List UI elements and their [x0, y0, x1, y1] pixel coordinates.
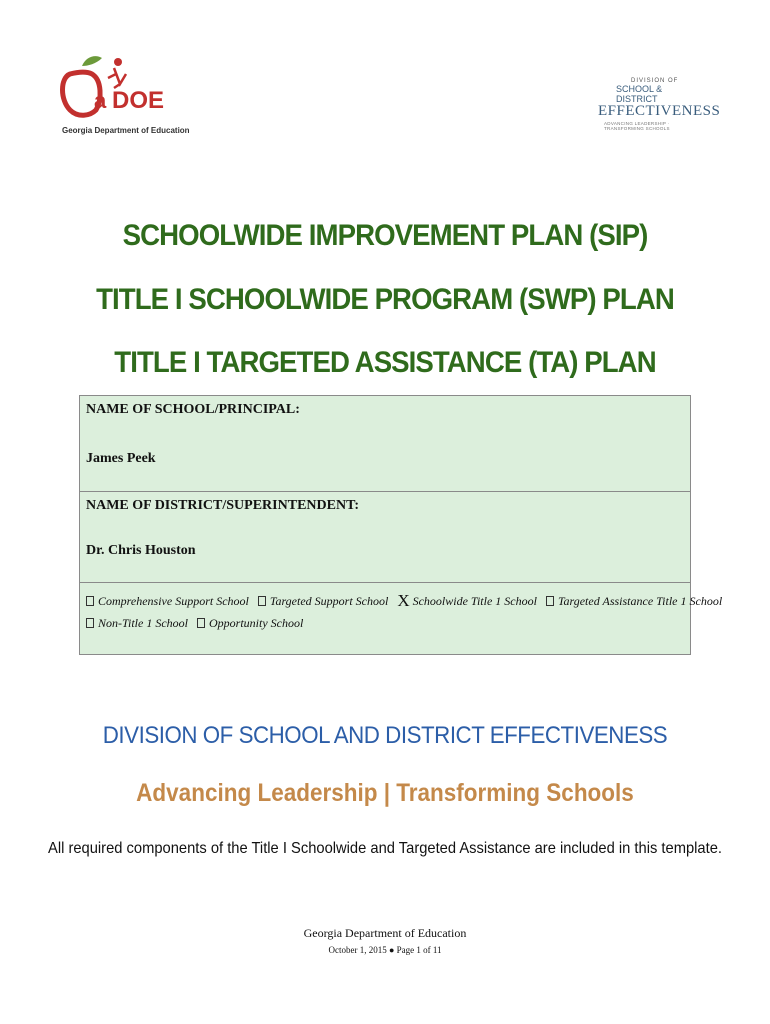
slogan: Advancing Leadership | Transforming Schools — [136, 779, 634, 807]
school-info-box — [79, 395, 723, 655]
district-label: NAME OF DISTRICT/SUPERINTENDENT: — [86, 498, 360, 513]
option-schoolwide[interactable] — [397, 591, 537, 611]
option-targeted-label: Targeted Support School — [269, 594, 389, 608]
district-row — [80, 492, 690, 583]
gadoe-caption: Georgia Department of Education — [62, 126, 190, 135]
template-note: All required components of the Title I Schoolwide and Targeted Assistance are included in this template. — [48, 840, 722, 857]
option-schoolwide-label: Schoolwide Title 1 School — [412, 594, 537, 608]
school-type-row — [80, 583, 723, 654]
svg-text:DOE: DOE — [112, 87, 165, 114]
division-logo — [598, 78, 721, 131]
division-logo-line4: ADVANCING LEADERSHIP · TRANSFORMING SCHOOLS — [604, 121, 670, 131]
school-label: NAME OF SCHOOL/PRINCIPAL: — [86, 402, 300, 417]
title-swp: TITLE I SCHOOLWIDE PROGRAM (SWP) PLAN — [96, 283, 674, 316]
option-targeted-assistance-label: Targeted Assistance Title 1 School — [557, 594, 723, 608]
district-value[interactable]: Dr. Chris Houston — [86, 543, 196, 558]
option-targeted[interactable] — [258, 594, 388, 609]
option-opportunity[interactable] — [197, 616, 303, 631]
division-logo-line2: SCHOOL & DISTRICT — [616, 84, 663, 104]
footer-org: Georgia Department of Education — [303, 926, 467, 940]
option-targeted-assistance[interactable] — [546, 594, 722, 609]
option-comprehensive[interactable] — [86, 594, 249, 609]
division-logo-line3: EFFECTIVENESS — [598, 103, 721, 119]
svg-text:a: a — [94, 88, 107, 113]
option-comprehensive-label: Comprehensive Support School — [98, 594, 249, 608]
checkbox-icon[interactable] — [86, 596, 94, 606]
division-heading: DIVISION OF SCHOOL AND DISTRICT EFFECTIVENESS — [102, 722, 668, 749]
footer-date-page: October 1, 2015 ● Page 1 of 11 — [328, 945, 442, 955]
title-sip: SCHOOLWIDE IMPROVEMENT PLAN (SIP) — [122, 219, 648, 252]
school-type-options-line1 — [86, 591, 728, 611]
checkbox-icon[interactable] — [86, 618, 94, 628]
school-row — [80, 396, 690, 492]
option-opportunity-label: Opportunity School — [209, 616, 304, 630]
gadoe-logo-graphic — [56, 44, 166, 124]
checkbox-icon[interactable] — [258, 596, 266, 606]
gadoe-logo — [56, 44, 190, 140]
school-type-options-line2 — [86, 616, 309, 631]
option-non-title-label: Non-Title 1 School — [98, 616, 188, 630]
title-ta: TITLE I TARGETED ASSISTANCE (TA) PLAN — [114, 346, 656, 379]
option-non-title[interactable] — [86, 616, 188, 631]
school-value[interactable]: James Peek — [86, 451, 156, 466]
division-logo-line1: DIVISION OF — [631, 78, 679, 84]
checked-x-mark[interactable]: X — [397, 591, 410, 610]
checkbox-icon[interactable] — [546, 596, 554, 606]
checkbox-icon[interactable] — [197, 618, 205, 628]
